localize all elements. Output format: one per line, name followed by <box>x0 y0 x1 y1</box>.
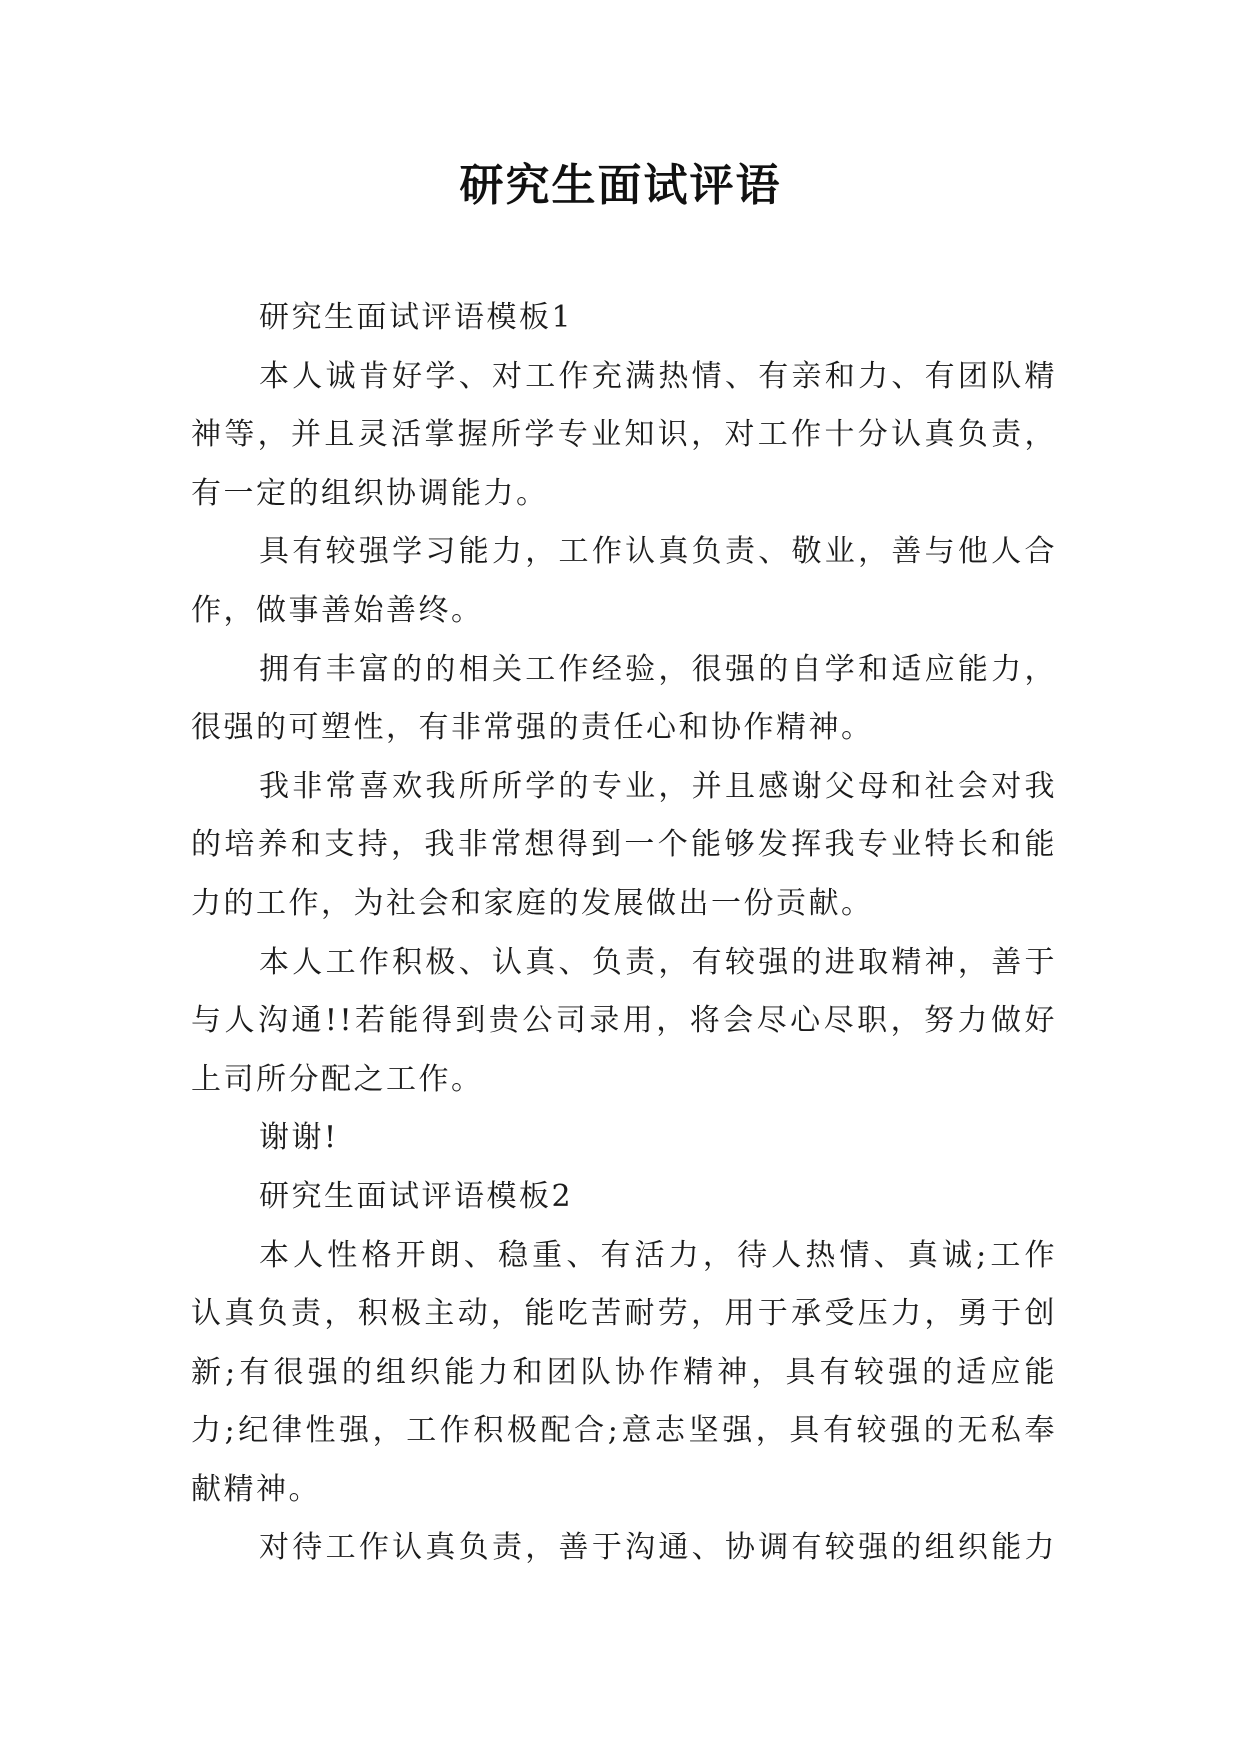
paragraph-line: 神等，并且灵活掌握所学专业知识，对工作十分认真负责， <box>191 417 1057 453</box>
paragraph-line: 对待工作认真负责，善于沟通、协调有较强的组织能力 <box>259 1530 1057 1566</box>
paragraph-line: 作，做事善始善终。 <box>191 592 484 628</box>
paragraph-line: 谢谢! <box>259 1120 339 1156</box>
section <box>191 1168 1057 1578</box>
paragraph-line: 认真负责，积极主动，能吃苦耐劳，用于承受压力，勇于创 <box>191 1296 1057 1332</box>
paragraph-line: 本人性格开朗、稳重、有活力，待人热情、真诚;工作 <box>259 1237 1057 1273</box>
section-heading: 研究生面试评语模板2 <box>259 1178 574 1214</box>
paragraph-line: 有一定的组织协调能力。 <box>191 475 549 511</box>
paragraph-line: 本人工作积极、认真、负责，有较强的进取精神，善于 <box>259 944 1057 980</box>
paragraph <box>191 934 1057 1110</box>
section-heading: 研究生面试评语模板1 <box>259 300 574 335</box>
paragraph-line: 上司所分配之工作。 <box>191 1061 484 1097</box>
paragraph-line: 具有较强学习能力，工作认真负责、敬业，善与他人合 <box>259 534 1057 570</box>
paragraph-line: 我非常喜欢我所所学的专业，并且感谢父母和社会对我 <box>259 768 1057 804</box>
paragraph <box>191 1109 1057 1168</box>
paragraph <box>191 348 1057 524</box>
paragraph-line: 很强的可塑性，有非常强的责任心和协作精神。 <box>191 710 874 746</box>
paragraph-line: 的培养和支持，我非常想得到一个能够发挥我专业特长和能 <box>191 827 1057 863</box>
paragraph-line: 本人诚肯好学、对工作充满热情、有亲和力、有团队精 <box>259 358 1057 394</box>
paragraph-line: 拥有丰富的的相关工作经验，很强的自学和适应能力， <box>259 651 1057 687</box>
paragraph <box>191 641 1057 758</box>
document-body <box>191 289 1057 1578</box>
paragraph-line: 与人沟通!!若能得到贵公司录用，将会尽心尽职，努力做好 <box>191 1003 1057 1039</box>
paragraph <box>191 1227 1057 1520</box>
paragraph-line: 献精神。 <box>191 1471 321 1507</box>
paragraph-line: 力的工作，为社会和家庭的发展做出一份贡献。 <box>191 885 874 921</box>
paragraph <box>191 1519 1057 1578</box>
paragraph-line: 力;纪律性强，工作积极配合;意志坚强，具有较强的无私奉 <box>191 1413 1057 1449</box>
paragraph <box>191 758 1057 934</box>
paragraph-line: 新;有很强的组织能力和团队协作精神，具有较强的适应能 <box>191 1354 1057 1390</box>
document-title: 研究生面试评语 <box>459 160 782 211</box>
section <box>191 289 1057 1168</box>
paragraph <box>191 523 1057 640</box>
